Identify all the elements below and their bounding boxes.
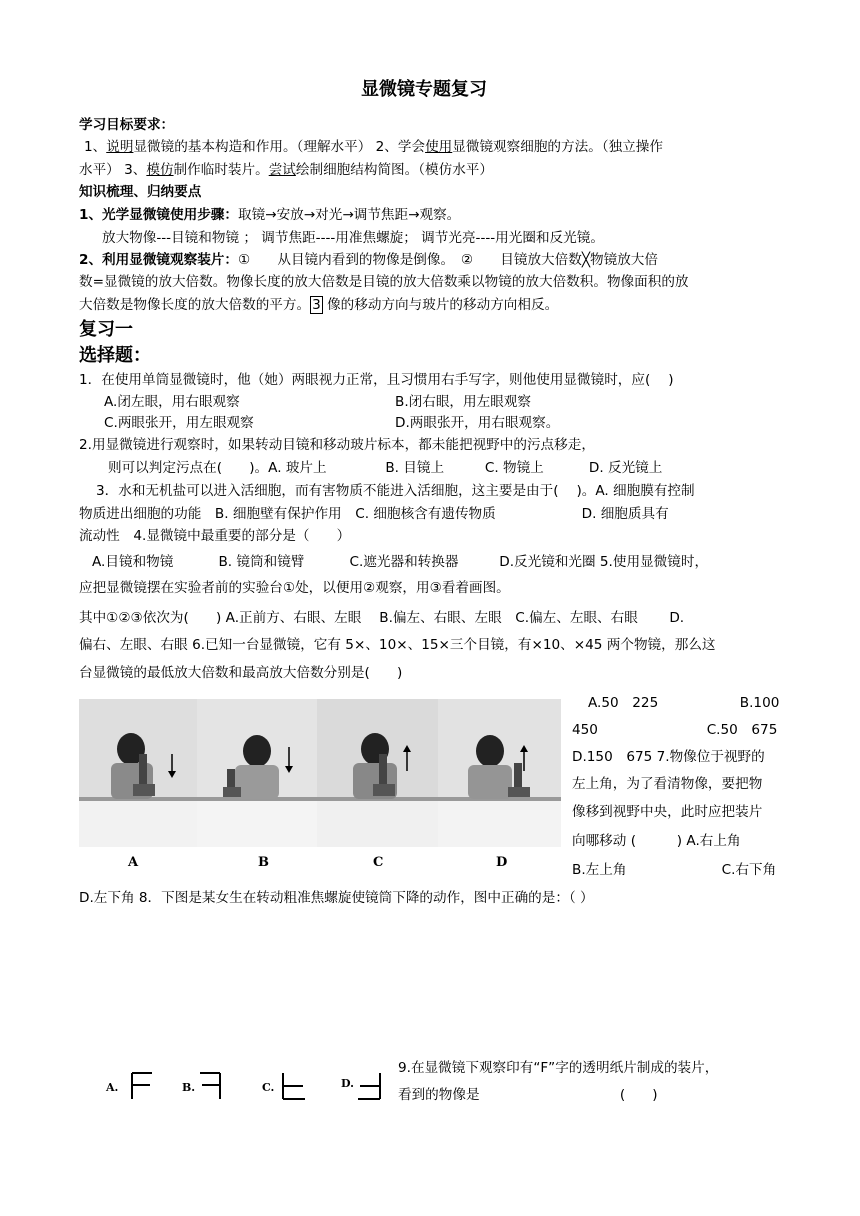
photo-label-c: C: [373, 855, 384, 870]
knowledge-p2-line3: [79, 296, 558, 315]
photo-a: [79, 699, 197, 847]
student-microscope-illustration-b: [197, 699, 317, 847]
q7-line4: 向哪移动 ( ) A.右上角: [572, 833, 741, 849]
knowledge-p2-line3a: 大倍数是物像长度的放大倍数的平方。: [79, 297, 311, 313]
q8: D.左下角 8．下图是某女生在转动粗准焦螺旋使镜筒下降的动作，图中正确的是：（ ）: [79, 890, 594, 906]
q3-line3: 流动性 4.显微镜中最重要的部分是（ ）: [79, 528, 351, 544]
photo-d: [438, 699, 561, 847]
q3-line1: 3．水和无机盐可以进入活细胞，而有害物质不能进入活细胞，这主要是由于( )。A. 细胞膜有控制: [96, 483, 695, 499]
q5-line2: 应把显微镜摆在实验者前的实验台①处，以便用②观察，用③看着画图。: [79, 580, 510, 596]
goals-l2-c: 绘制细胞结构简图。（模仿水平）: [295, 162, 493, 178]
q6-answers-3: D.150 675 7.物像位于视野的: [572, 749, 765, 765]
goals-line-2: [79, 161, 493, 180]
knowledge-heading: 知识梳理、归纳要点: [79, 184, 202, 200]
photo-b: [197, 699, 317, 847]
goals-l1-c: 显微镜观察细胞的方法。（独立操作: [452, 139, 663, 155]
student-microscope-illustration-d: [438, 699, 561, 847]
goals-l1-a: 1、: [84, 139, 107, 155]
q7-line5: B.左上角 C.右下角: [572, 862, 777, 878]
photo-label-a: A: [128, 855, 139, 870]
review-heading: 复习一: [79, 319, 133, 340]
q1-option-a: A.闭左眼，用右眼观察: [104, 394, 240, 410]
goals-l2-b: 制作临时装片。: [173, 162, 269, 178]
knowledge-p2-box: 3: [312, 297, 321, 313]
q1-option-b: B.闭右眼，用左眼观察: [395, 394, 531, 410]
goals-l1-u2: 使用: [425, 139, 453, 155]
knowledge-p2-line2: 数=显微镜的放大倍数。物像长度的放大倍数是目镜的放大倍数乘以物镜的放大倍数积。物像面积的放: [79, 274, 689, 290]
goals-l2-u1: 模仿: [146, 162, 174, 178]
q2: 2.用显微镜进行观察时，如果转动目镜和移动玻片标本，都未能把视野中的污点移走，: [79, 437, 595, 453]
q5-line5: 台显微镜的最低放大倍数和最高放大倍数分别是( ): [79, 665, 403, 681]
student-microscope-illustration-c: [317, 699, 438, 847]
student-microscope-illustration-a: [79, 699, 197, 847]
goals-l2-a: 水平） 3、: [79, 162, 147, 178]
photo-label-d: D: [496, 855, 508, 870]
photo-c: [317, 699, 438, 847]
knowledge-p2-bold: 2、利用显微镜观察装片：: [79, 252, 238, 268]
q1-option-d: D.两眼张开，用右眼观察。: [395, 415, 560, 431]
knowledge-p1-bold: 1、光学显微镜使用步骤：: [79, 207, 238, 223]
f-option-label-c: C.: [262, 1081, 275, 1094]
q4-options: A.目镜和物镜 B. 镜筒和镜臂 C.遮光器和转换器 D.反光镜和光圈 5.使用显微镜时，: [92, 554, 709, 570]
knowledge-p1-line2: 放大物像---目镜和物镜 ； 调节焦距----用准焦螺旋； 调节光亮----用光圈和反光镜。: [102, 230, 604, 246]
page-title: 显微镜专题复习: [361, 79, 487, 100]
f-glyph-d: [356, 1071, 386, 1101]
q7-line2: 左上角，为了看清物像，要把物: [572, 776, 763, 792]
f-glyph-a: [128, 1071, 156, 1101]
q2-line2: 则可以判定污点在( )。A. 玻片上 B. 目镜上 C. 物镜上 D. 反光镜上: [108, 460, 663, 476]
knowledge-p1: [79, 206, 460, 225]
f-option-label-b: B.: [182, 1081, 196, 1094]
goals-line-1: [84, 138, 663, 157]
q6-answers-2: 450 C.50 675: [572, 722, 778, 738]
q1-option-c: C.两眼张开，用左眼观察: [104, 415, 254, 431]
q3-line2: 物质进出细胞的功能 B. 细胞壁有保护作用 C. 细胞核含有遗传物质 D. 细胞质具有: [79, 506, 669, 522]
knowledge-p1-rest: 取镜→安放→对光→调节焦距→观察。: [238, 207, 461, 223]
q5-line4: 偏右、左眼、右眼 6.已知一台显微镜，它有 5×、10×、15×三个目镜，有×10、×45 两个物镜，那么这: [79, 637, 716, 653]
q5-line3: 其中①②③依次为( ) A.正前方、右眼、左眼 B.偏左、右眼、左眼 C.偏左、左眼、右眼 D.: [79, 610, 685, 626]
q6-answers-1: A.50 225 B.100: [588, 695, 780, 711]
f-option-label-a: A.: [106, 1081, 119, 1094]
goals-heading: 学习目标要求：: [79, 117, 175, 133]
choice-heading: 选择题：: [79, 345, 151, 366]
goals-l1-u1: 说明: [106, 139, 134, 155]
f-option-label-d: D.: [341, 1077, 354, 1090]
f-glyph-c: [279, 1071, 309, 1101]
goals-l2-u2: 尝试: [268, 162, 296, 178]
knowledge-p2: [79, 251, 658, 270]
photo-label-b: B: [258, 855, 269, 870]
knowledge-p2-rest: ① 从目镜内看到的物像是倒像。 ② 目镜放大倍数╳物镜放大倍: [238, 252, 658, 268]
goals-l1-b: 显微镜的基本构造和作用。（理解水平） 2、学会: [133, 139, 426, 155]
f-glyph-b: [198, 1071, 226, 1101]
q9-line1: 9.在显微镜下观察印有“F”字的透明纸片制成的装片，: [398, 1060, 719, 1076]
q1: 1．在使用单筒显微镜时，他（她）两眼视力正常，且习惯用右手写字，则他使用显微镜时，应( ): [79, 372, 674, 388]
q9-line2: 看到的物像是 ( ): [398, 1087, 658, 1103]
q7-line3: 像移到视野中央，此时应把装片: [572, 804, 763, 820]
knowledge-p2-line3b: 像的移动方向与玻片的移动方向相反。: [322, 297, 559, 313]
